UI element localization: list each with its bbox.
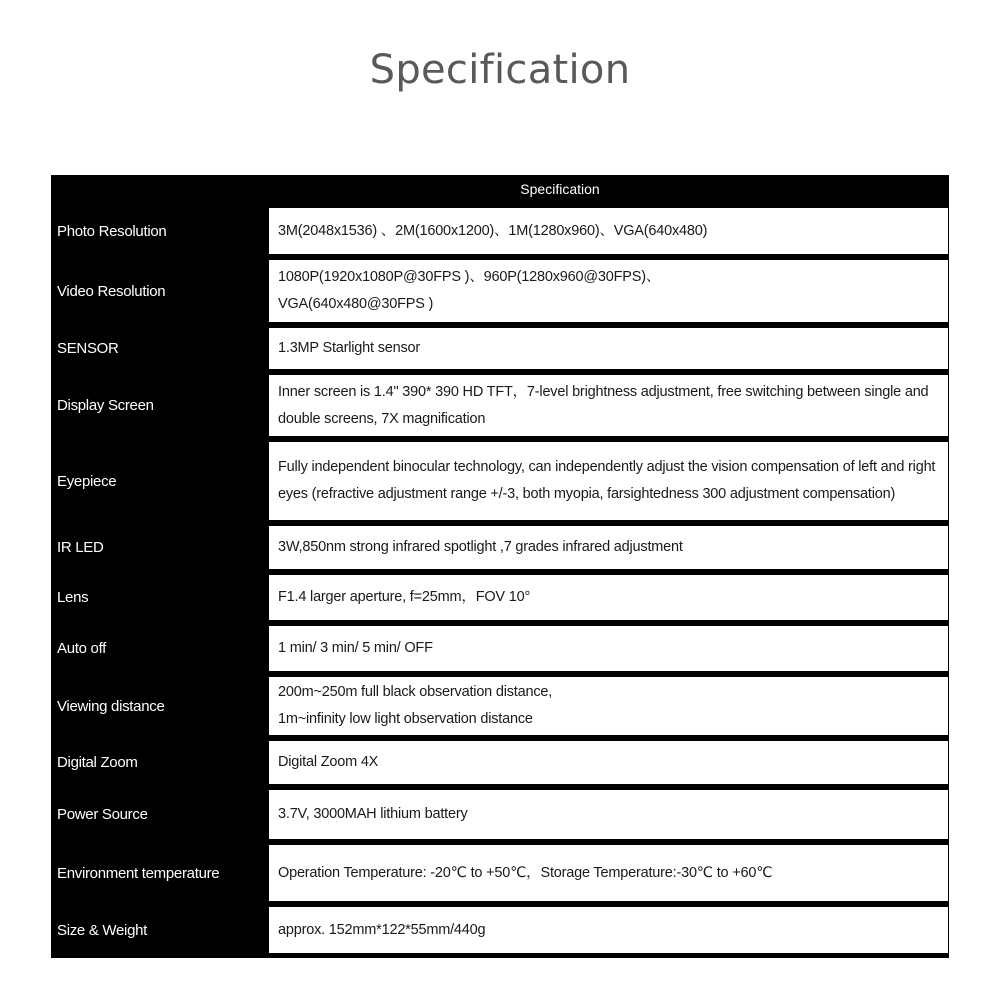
- row-label: Viewing distance: [57, 697, 165, 715]
- row-label: Environment temperature: [57, 864, 220, 882]
- table-row: [51, 906, 949, 954]
- row-value: Digital Zoom 4X: [268, 740, 949, 785]
- spec-table: [51, 175, 949, 958]
- table-row: [51, 625, 949, 672]
- row-label: Display Screen: [57, 397, 154, 414]
- table-row: [51, 259, 949, 323]
- row-value: Inner screen is 1.4" 390* 390 HD TFT，7-level brightness adjustment, free switching between single and double screens, 7X magnification: [268, 374, 949, 437]
- page-title: Specification: [369, 47, 631, 93]
- row-label: IR LED: [57, 539, 104, 556]
- row-value: 3W,850nm strong infrared spotlight ,7 grades infrared adjustment: [268, 525, 949, 570]
- row-value: 3.7V, 3000MAH lithium battery: [268, 789, 949, 840]
- table-header: Specification: [520, 181, 600, 197]
- row-value: 1 min/ 3 min/ 5 min/ OFF: [268, 625, 949, 672]
- table-row: [51, 789, 949, 840]
- row-label: Video Resolution: [57, 282, 166, 300]
- table-row: [51, 525, 949, 570]
- row-label: Power Source: [57, 806, 148, 823]
- row-value: 1080P(1920x1080P@30FPS )、960P(1280x960@30FPS)、 VGA(640x480@30FPS ): [268, 259, 949, 323]
- row-label: SENSOR: [57, 340, 119, 357]
- row-label: Auto off: [57, 640, 107, 657]
- row-label: Digital Zoom: [57, 754, 138, 771]
- row-label: Size & Weight: [57, 921, 148, 939]
- row-value: approx. 152mm*122*55mm/440g: [268, 906, 949, 954]
- row-label: Photo Resolution: [57, 222, 167, 240]
- row-value: Fully independent binocular technology, can independently adjust the vision compensation of left and right eyes (refractive adjustment range +/-3, both myopia, farsightedness 300 adjustment compensation): [268, 441, 949, 521]
- table-row: [51, 676, 949, 736]
- table-row: [51, 740, 949, 785]
- table-row: [51, 207, 949, 255]
- table-row: [51, 327, 949, 370]
- row-value: 1.3MP Starlight sensor: [268, 327, 949, 370]
- table-row: [51, 574, 949, 621]
- row-value: 200m~250m full black observation distance, 1m~infinity low light observation distance: [268, 676, 949, 736]
- row-value: F1.4 larger aperture, f=25mm，FOV 10°: [268, 574, 949, 621]
- table-bottom-border: [51, 954, 949, 958]
- row-label: Eyepiece: [57, 472, 117, 490]
- row-value: 3M(2048x1536) 、2M(1600x1200)、1M(1280x960)、VGA(640x480): [268, 207, 949, 255]
- row-label: Lens: [57, 589, 89, 606]
- row-value: Operation Temperature: -20℃ to +50℃，Storage Temperature:-30℃ to +60℃: [268, 844, 949, 902]
- table-row: [51, 374, 949, 437]
- table-row: [51, 441, 949, 521]
- table-row: [51, 844, 949, 902]
